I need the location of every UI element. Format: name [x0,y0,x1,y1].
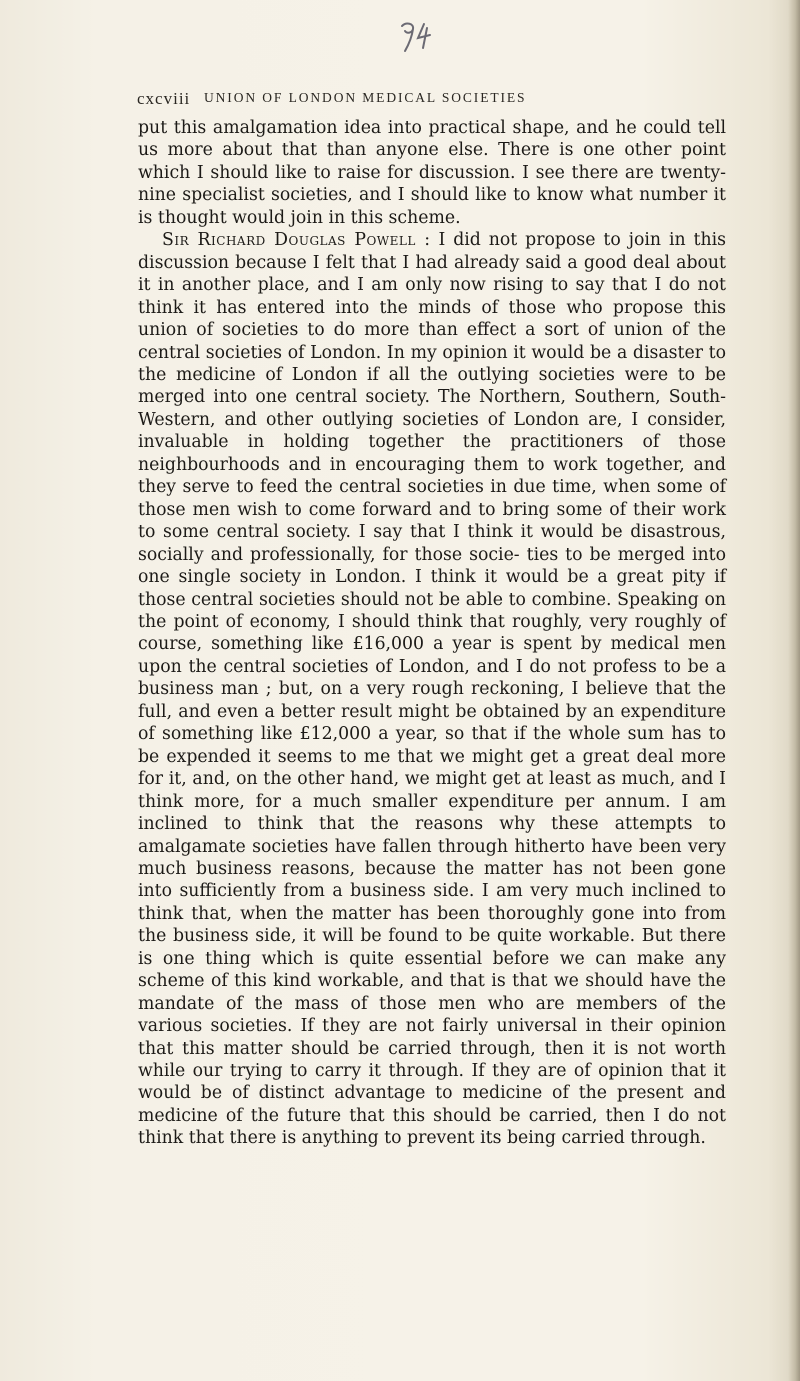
handwritten-page-mark [396,18,436,58]
running-title: UNION OF LONDON MEDICAL SOCIETIES [204,90,527,105]
speech-text: I did not propose to join in this discussion because I felt that I had already said a good deal about it in another place, and I am only now rising to say that I do not think it has entered into the minds of those who propose this union of societies to do more than effect a sort of union of the central societies of London. In my opinion it would be a disaster to the medicine of London if all the outlying societies were to be merged into one central society. The Northern, Southern, South-Western, and other outlying societies of London are, I consider, invaluable in holding together the practitioners of those neighbourhoods and in encouraging them to work together, and they serve to feed the central societies in due time, when some of those men wish to come forward and to bring some of their work to some central society. I say that I think it would be disastrous, socially and professionally, for those socie- ties to be merged into one single society in London. I think it would be a great pity if those central societies should not be able to combine. Speaking on the point of economy, I should think that roughly, very roughly of course, something like £16,000 a year is spent by medical men upon the central societies of London, and I do not profess to be a business man ; but, on a very rough reckoning, I believe that the full, and even a better result might be obtained by an expenditure of something like £12,000 a year, so that if the whole sum has to be expended it seems to me that we might get a great deal more for it, and, on the other hand, we might get at least as much, and I think more, for a much smaller expenditure per annum. I am inclined to think that the reasons why these attempts to amalgamate societies have fallen through hitherto have been very much business reasons, because the matter has not been gone into sufficiently from a business side. I am very much inclined to think that, when the matter has been thoroughly gone into from the business side, it will be found to be quite workable. But there is one thing which is quite essential before we can make any scheme of this kind workable, and that is that we should have the mandate of the mass of those men who are members of the various societies. If they are not fairly universal in their opinion that this matter should be carried through, then it is not worth while our trying to carry it through. If they are of opinion that it would be of distinct advantage to medicine of the present and medicine of the future that this should be carried, then I do not think that there is anything to prevent its being carried through. [138,230,727,1149]
speech-paragraph [138,229,726,1150]
speaker-name: Sir Richard Douglas Powell : [162,230,431,251]
body-text [138,117,726,1150]
paragraph: put this amalgamation idea into practical shape, and he could tell us more about that than anyone else. There is one other point which I should like to raise for discussion. I see there are twenty-nine specialist societies, and I should like to know what number it is thought would join in this scheme. [138,118,726,228]
page-edge-shadow [788,0,800,1381]
page-number: cxcviii [137,89,191,108]
running-head [137,89,727,113]
